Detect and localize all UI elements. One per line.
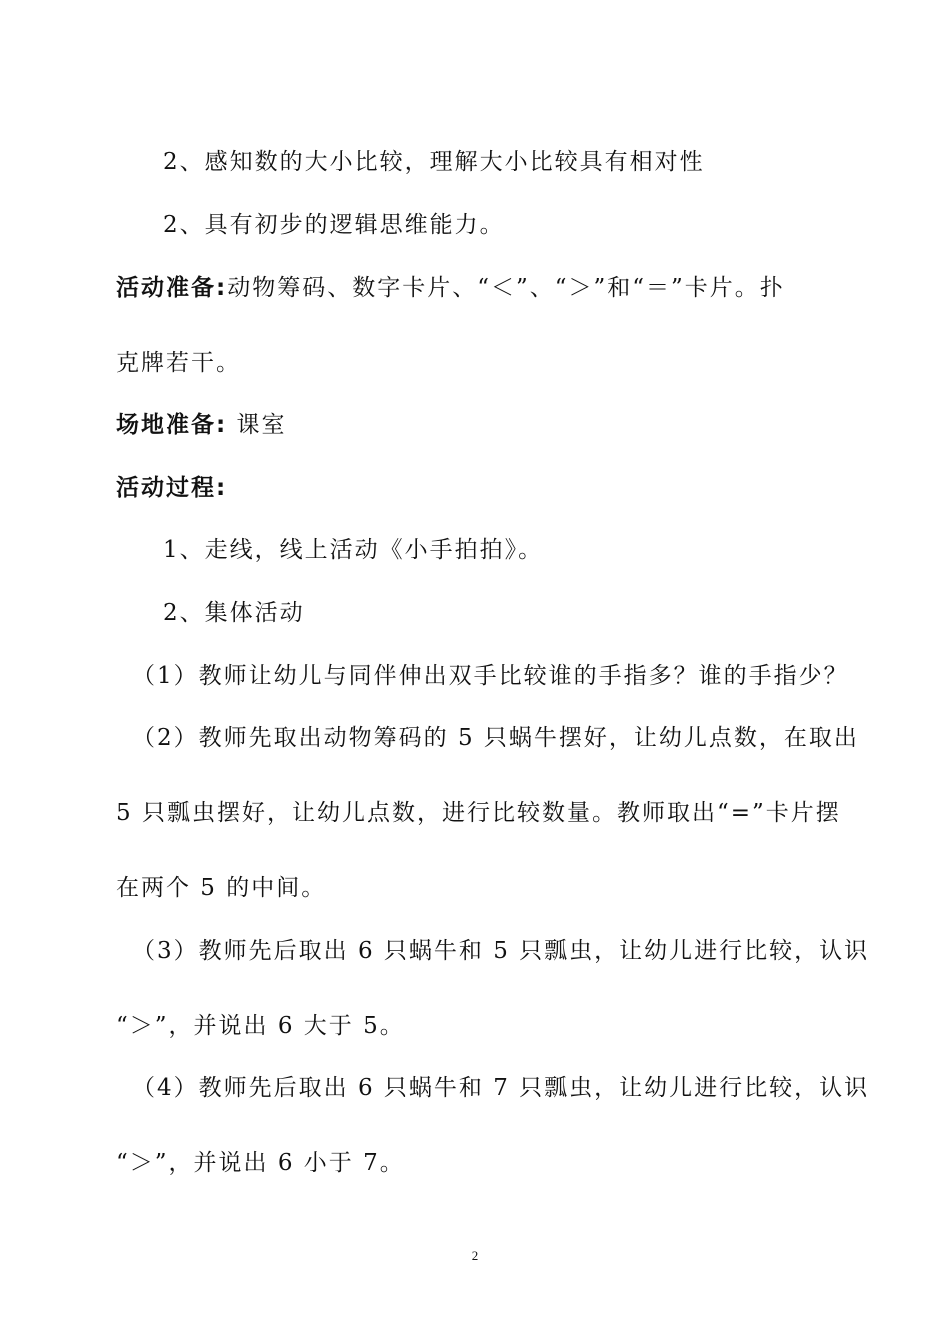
venue-text: 课室 — [236, 412, 287, 438]
sub-step-1: （1）教师让幼儿与同伴伸出双手比较谁的手指多？谁的手指少？ — [132, 663, 849, 689]
sub-step-2-line-1: （2）教师先取出动物筹码的 5 只蜗牛摆好，让幼儿点数，在取出 — [132, 725, 859, 751]
goal-line-1: 2、感知数的大小比较，理解大小比较具有相对性 — [163, 149, 705, 175]
sub-step-4-line-1: （4）教师先后取出 6 只蜗牛和 7 只瓢虫，让幼儿进行比较，认识 — [132, 1075, 870, 1101]
sub-step-2-line-3: 在两个 5 的中间。 — [116, 875, 327, 901]
sub-step-2-line-2: 5 只瓢虫摆好，让幼儿点数，进行比较数量。教师取出“=”卡片摆 — [116, 800, 841, 826]
materials-text-continued: 克牌若干。 — [116, 350, 241, 376]
sub-step-4-line-2: “＞”，并说出 6 小于 7。 — [116, 1150, 405, 1176]
venue-paragraph — [116, 410, 287, 440]
process-heading: 活动过程: — [116, 475, 228, 501]
materials-label: 活动准备: — [116, 275, 228, 301]
step-1: 1、走线，线上活动《小手拍拍》。 — [163, 537, 544, 563]
materials-text: 动物筹码、数字卡片、“＜”、“＞”和“＝”卡片。扑 — [227, 275, 785, 301]
sub-step-3-line-2: “＞”，并说出 6 大于 5。 — [116, 1013, 405, 1039]
page-number: 2 — [471, 1248, 479, 1263]
venue-label: 场地准备: — [116, 412, 228, 438]
step-2: 2、集体活动 — [163, 600, 305, 626]
goal-line-2: 2、具有初步的逻辑思维能力。 — [163, 212, 505, 238]
sub-step-3-line-1: （3）教师先后取出 6 只蜗牛和 5 只瓢虫，让幼儿进行比较，认识 — [132, 938, 870, 964]
materials-paragraph — [116, 273, 785, 303]
